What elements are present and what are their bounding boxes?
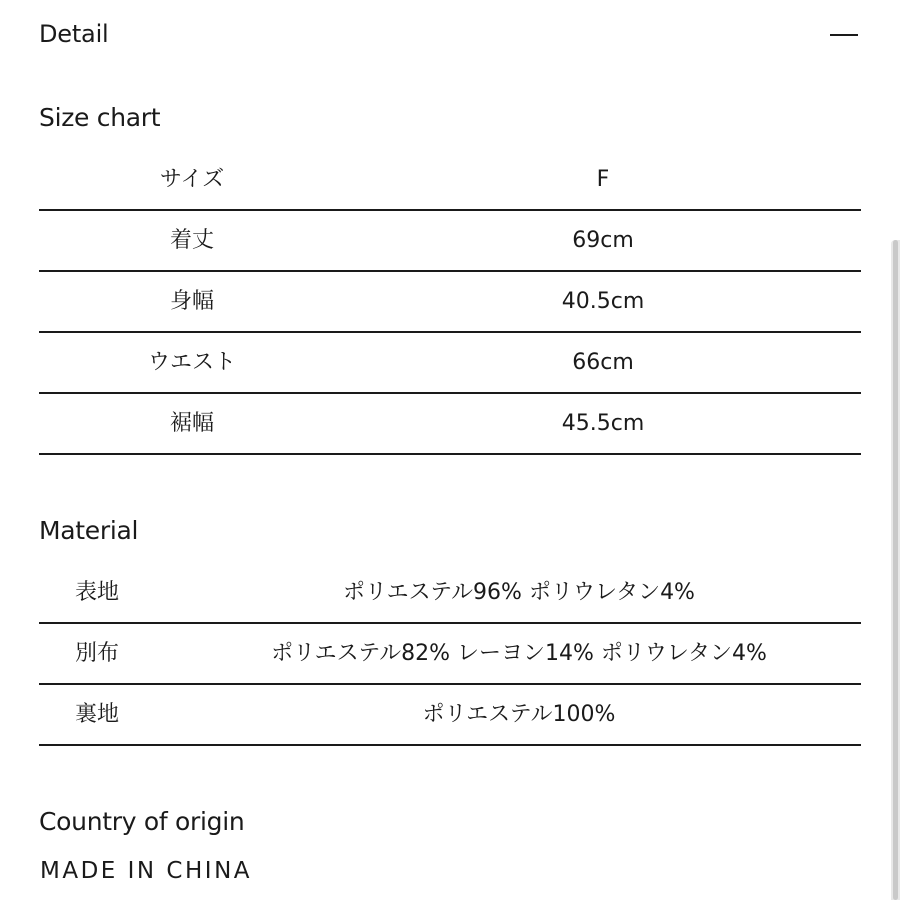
size-header-value: F [596,167,610,192]
size-row-label: 身幅 [169,289,214,314]
table-row [39,150,861,211]
size-row-label: 裾幅 [169,411,214,436]
material-row-label: 別布 [75,641,120,666]
size-row-value: 66cm [572,350,634,375]
table-row [39,272,861,333]
detail-title: Detail [39,20,109,48]
table-row [39,394,861,455]
size-row-value: 69cm [572,228,634,253]
material-row-value: ポリエステル96% ポリウレタン4% [343,580,695,605]
minus-icon[interactable] [830,34,858,36]
size-row-label: 着丈 [169,228,214,253]
size-row-value: 40.5cm [561,289,645,314]
table-row [39,333,861,394]
material-title: Material [39,516,139,545]
origin-value: MADE IN CHINA [40,858,253,884]
table-row [39,211,861,272]
material-row-label: 裏地 [75,702,120,727]
size-header-label: サイズ [159,167,225,192]
size-chart-title: Size chart [39,103,161,132]
origin-title: Country of origin [39,807,245,836]
size-row-value: 45.5cm [561,411,645,436]
table-row [39,685,861,746]
material-row-value: ポリエステル100% [422,702,616,727]
scrollbar-thumb[interactable] [893,240,898,900]
material-row-value: ポリエステル82% レーヨン14% ポリウレタン4% [271,641,767,666]
material-row-label: 表地 [75,580,120,605]
table-row [39,563,861,624]
table-row [39,624,861,685]
detail-header[interactable] [39,16,860,56]
size-row-label: ウエスト [147,350,236,375]
material-table [39,563,861,746]
size-chart-table [39,150,861,455]
